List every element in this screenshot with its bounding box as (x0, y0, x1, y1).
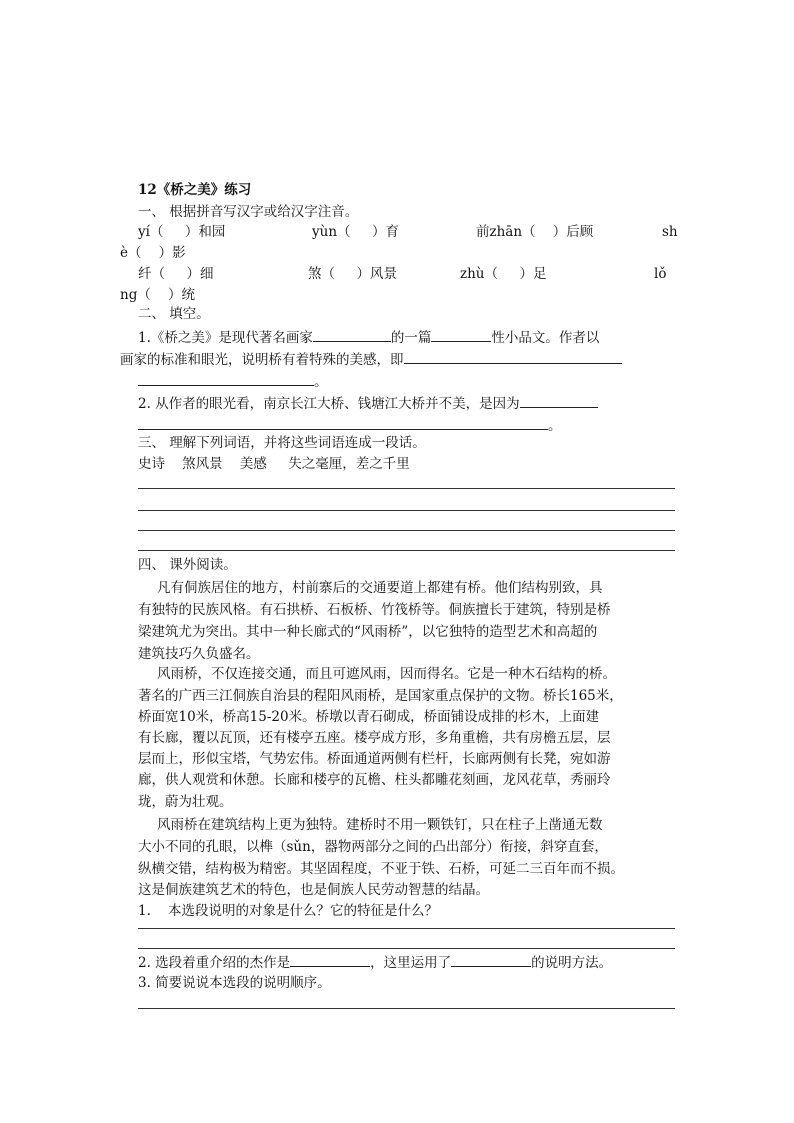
answer-blank[interactable] (290, 951, 370, 967)
reading-line: 有长廊，覆以瓦顶，还有楼亭五座。楼亭成方形，多角重檐，共有房檐五层，层 (138, 730, 611, 746)
page-title: 12《桥之美》练习 (138, 182, 252, 198)
reading-line: 这是侗族建筑艺术的特色，也是侗族人民劳动智慧的结晶。 (138, 882, 489, 898)
answer-line[interactable] (138, 510, 675, 511)
fill-question-2-line2: 。 (138, 414, 562, 436)
pinyin-item-6: 煞（ ）风景 (308, 266, 397, 282)
reading-line: 梁建筑尤为突出。其中一种长廊式的“风雨桥”，以它独特的造型艺术和高超的 (138, 624, 598, 640)
fill-question-1: 1.《桥之美》是现代著名画家 的一篇 性小品文。作者以 (138, 326, 599, 348)
answer-blank[interactable] (520, 392, 598, 408)
reading-line: 风雨桥，不仅连接交通，而且可遮风雨，因而得名。它是一种木石结构的桥。 (157, 666, 616, 682)
pinyin-item-8b: ng（ ）统 (120, 287, 196, 303)
answer-blank[interactable] (451, 951, 531, 967)
section1-heading: 一、 根据拼音写汉字或给汉字注音。 (138, 204, 359, 220)
answer-line[interactable] (138, 928, 675, 929)
answer-line[interactable] (138, 550, 675, 551)
answer-line[interactable] (138, 488, 675, 489)
reading-line: 风雨桥在建筑结构上更为独特。建桥时不用一颗铁钉，只在柱子上凿通无数 (157, 817, 603, 833)
reading-question-1: 1. 本选段说明的对象是什么？它的特征是什么？ (138, 903, 439, 919)
pinyin-item-3: 前zhān（ ）后顾 (476, 224, 594, 240)
reading-line: 纵横交错，结构极为精密。其坚固程度，不亚于铁、石桥，可延二三百年而不损。 (138, 861, 624, 877)
fill-question-1-line3: 。 (138, 370, 328, 392)
pinyin-item-8a: lǒ (654, 266, 667, 282)
pinyin-item-4a: sh (662, 224, 678, 240)
reading-line: 廊，供人观赏和休憩。长廊和楼亭的瓦檐、柱头都雕花刻画，龙风花草，秀丽玲 (138, 772, 611, 788)
reading-line: 桥面宽10米，桥高15-20米。桥墩以青石砌成，桥面铺设成排的杉木，上面建 (138, 709, 600, 725)
answer-line[interactable] (138, 530, 675, 531)
answer-blank[interactable] (313, 326, 391, 342)
reading-line: 建筑技巧久负盛名。 (138, 646, 260, 662)
reading-question-2: 2. 选段着重介绍的杰作是 ，这里运用了 的说明方法。 (138, 951, 612, 973)
answer-blank[interactable] (138, 414, 548, 430)
reading-line: 著名的广西三江侗族自治县的程阳风雨桥，是国家重点保护的文物。桥长165米， (138, 688, 623, 704)
reading-line: 珑，蔚为壮观。 (138, 794, 233, 810)
answer-line[interactable] (138, 948, 675, 949)
pinyin-item-1: yí（ ）和园 (138, 224, 226, 240)
fill-question-2: 2. 从作者的眼光看，南京长江大桥、钱塘江大桥并不美，是因为 (138, 392, 598, 414)
answer-blank[interactable] (138, 370, 314, 386)
pinyin-item-4b: è（ ）影 (120, 245, 186, 261)
answer-blank[interactable] (431, 326, 491, 342)
answer-line[interactable] (138, 1008, 675, 1009)
reading-line: 大小不同的孔眼，以榫（sǔn，器物两部分之间的凸出部分）衔接，斜穿直套， (138, 839, 608, 855)
pinyin-item-2: yùn（ ）育 (312, 224, 399, 240)
vocabulary-words: 史诗 煞风景 美感 失之毫厘，差之千里 (138, 456, 410, 472)
pinyin-item-7: zhù（ ）足 (460, 266, 547, 282)
section2-heading: 二、 填空。 (138, 306, 210, 322)
fill-question-1-line2: 画家的标准和眼光，说明桥有着特殊的美感，即 (120, 348, 622, 370)
answer-blank[interactable] (404, 348, 622, 364)
reading-line: 有独特的民族风格。有石拱桥、石板桥、竹筏桥等。侗族擅长于建筑，特别是桥 (138, 602, 611, 618)
pinyin-item-5: 纤（ ）细 (138, 266, 214, 282)
section4-heading: 四、 课外阅读。 (138, 557, 237, 573)
reading-question-3: 3. 简要说说本选段的说明顺序。 (138, 975, 331, 991)
section3-heading: 三、 理解下列词语，并将这些词语连成一段话。 (138, 435, 426, 451)
reading-line: 凡有侗族居住的地方，村前寨后的交通要道上都建有桥。他们结构别致，具 (157, 580, 603, 596)
reading-line: 层而上，形似宝塔，气势宏伟。桥面通道两侧有栏杆，长廊两侧有长凳，宛如游 (138, 751, 611, 767)
